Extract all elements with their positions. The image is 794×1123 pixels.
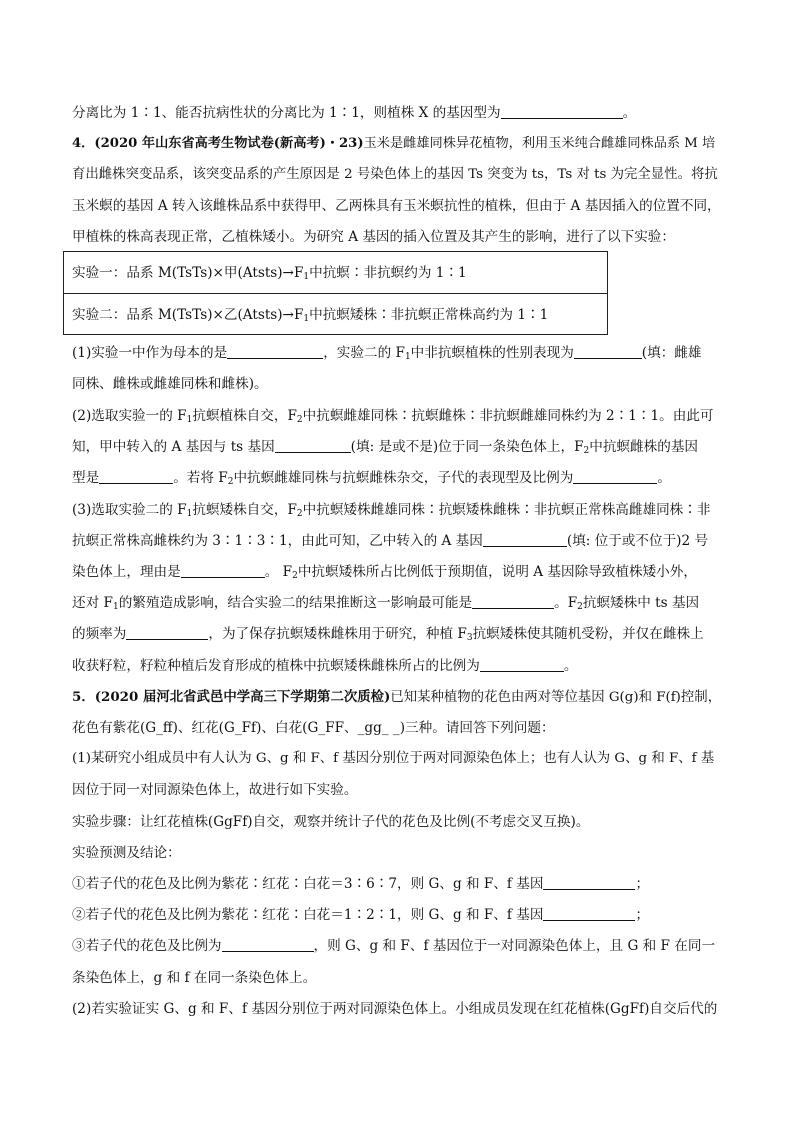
text-segment: (3)选取实验二的 F	[72, 502, 187, 518]
question-4-3-line-2	[72, 531, 708, 551]
question-4-3-line-5	[72, 624, 704, 648]
question-4-2-line-1	[72, 406, 714, 430]
text-segment: 抗螟植株自交，F	[192, 408, 297, 424]
text-segment: ；	[635, 876, 650, 892]
subscript: 3	[466, 633, 473, 643]
question-4-1-line-2	[72, 374, 268, 394]
answer-blank	[472, 594, 554, 609]
text-segment: 同株、雌株或雌雄同株和雌株)。	[72, 376, 268, 392]
question-5-line-8	[72, 905, 649, 925]
text-segment: 抗螟矮株使其随机受粉，并仅在雌株上	[472, 626, 704, 642]
text-line	[72, 196, 721, 216]
text-segment: 已知某种植物的花色由两对等位基因 G(g)和 F(f)控制，	[390, 690, 722, 705]
text-segment: (1)某研究小组成员中有人认为 G、g 和 F、f 基因分别位于两对同源染色体上；也有人认为 G、g 和 F、f 基	[72, 751, 715, 766]
text-segment: ，则 G、g 和 F、f 基因位于一对同源染色体上，且 G 和 F 在同一	[313, 938, 716, 954]
subscript: 1	[404, 352, 411, 362]
text-segment: ②若子代的花色及比例为紫花∶红花∶白花＝1∶2∶1，则 G、g 和 F、f 基因	[72, 907, 544, 923]
text-segment: 收获籽粒，籽粒种植后发育形成的植株中抗螟矮株雌株所占的比例为	[72, 658, 480, 674]
answer-blank	[480, 657, 564, 672]
text-segment: 实验一：品系 M(TsTs)×甲(Atsts)→F	[72, 265, 304, 281]
text-segment: 。F	[554, 595, 578, 611]
answer-blank	[501, 104, 623, 119]
text-segment: 因位于同一对同源染色体上，故进行如下实验。	[72, 782, 358, 798]
question-5-heading	[72, 687, 721, 708]
question-5-line-5	[72, 812, 589, 832]
text-segment: 中抗螟矮株所占比例低于预期值，说明 A 基因除导致植株矮小外，	[297, 564, 697, 580]
text-segment: 花色有紫花(G_ff)、红花(G_Ff)、白花(G_FF、_gg_ _)三种。请回答下列问题：	[72, 720, 555, 736]
text-segment: 抗螟矮株中 ts 基因	[582, 595, 700, 611]
subscript: 1	[112, 602, 119, 612]
text-segment: 分离比为 1∶1、能否抗病性状的分离比为 1∶1，则植株 X 的基因型为	[72, 105, 501, 121]
subscript: 1	[186, 415, 193, 425]
text-segment: 中抗螟雌株的基因	[589, 439, 699, 455]
text-segment: 中抗螟∶非抗螟约为 1∶1	[309, 265, 467, 281]
subscript: 1	[303, 314, 310, 324]
text-segment: (1)实验一中作为母本的是	[72, 345, 228, 361]
text-segment: 的频率为	[72, 626, 127, 642]
answer-blank	[99, 469, 173, 484]
question-4-3-line-6	[72, 656, 577, 676]
text-segment: 甲植株的株高表现正常，乙植株矮小。为研究 A 基因的插入位置及其产生的影响，进行了以下实验：	[72, 229, 675, 245]
question-source: 4．(2020 年山东省高考生物试卷(新高考)・23)	[72, 136, 364, 151]
question-5-line-3	[72, 749, 714, 769]
text-line	[72, 227, 675, 247]
question-4-3-line-4	[72, 593, 699, 617]
question-5-line-7	[72, 874, 649, 894]
answer-blank	[543, 875, 635, 890]
text-line	[72, 165, 718, 185]
text-segment: 抗螟正常株高雌株约为 3∶1∶3∶1，由此可知，乙中转入的 A 基因	[72, 533, 483, 549]
answer-blank	[275, 438, 351, 453]
text-segment: 育出雌株突变品系，该突变品系的产生原因是 2 号染色体上的基因 Ts 突变为 ts，Ts 对 ts 为完全显性。将抗	[72, 167, 718, 182]
experiment-row-2	[64, 294, 607, 336]
text-segment: (填: 是或不是)位于同一条染色体上，F	[350, 439, 584, 455]
text-line	[72, 103, 636, 123]
subscript: 2	[292, 571, 298, 581]
text-segment: 条染色体上，g 和 f 在同一条染色体上。	[72, 970, 317, 986]
text-segment: 。	[657, 470, 671, 486]
answer-blank	[222, 937, 314, 952]
question-5-line-10	[72, 968, 316, 988]
text-segment: ①若子代的花色及比例为紫花∶红花∶白花＝3∶6∶7，则 G、g 和 F、f 基因	[72, 876, 544, 892]
text-segment: 玉米螟的基因 A 转入该雌株品系中获得甲、乙两株具有玉米螟抗性的植株，但由于 A 基因插入的位置不同，	[72, 198, 721, 214]
text-segment: 实验预测及结论：	[72, 845, 181, 861]
subscript: 2	[583, 446, 590, 456]
question-5-line-2	[72, 718, 555, 738]
answer-blank	[483, 532, 567, 547]
text-segment: 中非抗螟植株的性别表现为	[410, 345, 574, 361]
text-segment: 。 F	[264, 564, 293, 580]
question-5-line-6	[72, 843, 181, 863]
subscript: 2	[296, 509, 303, 519]
text-segment: ，为了保存抗螟矮株雌株用于研究，种植 F	[208, 626, 467, 642]
experiment-row-1	[64, 252, 607, 294]
text-segment: 实验二：品系 M(TsTs)×乙(Atsts)→F	[72, 307, 304, 323]
text-segment: 染色体上，理由是	[72, 564, 181, 580]
text-segment: 型是	[72, 470, 100, 486]
text-segment: 中抗螟雌雄同株∶抗螟雌株∶非抗螟雌雄同株约为 2∶1∶1。由此可	[302, 408, 714, 424]
text-segment: 抗螟矮株自交，F	[192, 502, 297, 518]
text-segment: 玉米是雌雄同株异花植物，利用玉米纯合雌雄同株品系 M 培	[363, 136, 716, 151]
text-segment: 中抗螟矮株∶非抗螟正常株高约为 1∶1	[309, 307, 549, 323]
text-segment: ③若子代的花色及比例为	[72, 938, 222, 954]
question-4-3-line-1	[72, 500, 710, 524]
text-segment: (2)选取实验一的 F	[72, 408, 187, 424]
text-segment: (2)若实验证实 G、g 和 F、f 基因分别位于两对同源染色体上。小组成员发现在红花植株(GgFf)自交后代的	[72, 1001, 718, 1017]
text-segment: 的繁殖造成影响，结合实验二的结果推断这一影响最可能是	[118, 595, 473, 611]
answer-blank	[574, 344, 642, 359]
question-4-1-line-1	[72, 343, 701, 367]
text-segment: 知，甲中转入的 A 基因与 ts 基因	[72, 439, 275, 455]
subscript: 2	[296, 415, 303, 425]
answer-blank	[227, 344, 323, 359]
text-segment: ；	[635, 907, 650, 923]
text-segment: (填: 位于或不位于)2 号	[566, 533, 709, 549]
question-5-line-9	[72, 936, 715, 956]
question-source: 5．(2020 届河北省武邑中学高三下学期第二次质检)	[72, 689, 391, 705]
subscript: 2	[227, 477, 234, 487]
subscript: 1	[303, 272, 310, 282]
text-segment: 中抗螟矮株雌雄同株∶抗螟矮株雌株∶非抗螟正常株高雌雄同株∶非	[302, 502, 711, 518]
text-segment: (填：雌雄	[641, 345, 702, 361]
text-segment: 中抗螟雌雄同株与抗螟雌株杂交，子代的表现型及比例为	[233, 470, 574, 486]
question-4-heading	[72, 134, 715, 154]
subscript: 1	[186, 509, 193, 519]
text-segment: ，实验二的 F	[323, 345, 405, 361]
answer-blank	[181, 563, 265, 578]
question-5-line-4	[72, 780, 357, 800]
question-4-2-line-3	[72, 468, 671, 492]
answer-blank	[543, 906, 635, 921]
question-4-3-line-3	[72, 562, 697, 586]
question-5-line-11	[72, 999, 717, 1019]
subscript: 2	[577, 602, 583, 612]
experiment-table	[63, 251, 608, 335]
answer-blank	[126, 625, 208, 640]
text-segment: 还对 F	[72, 595, 113, 611]
text-segment: 实验步骤：让红花植株(GgFf)自交，观察并统计子代的花色及比例(不考虑交叉互换)。	[72, 814, 590, 830]
question-4-2-line-2	[72, 437, 698, 461]
text-segment: 。	[563, 658, 578, 674]
text-segment: 。	[622, 105, 637, 121]
answer-blank	[573, 469, 657, 484]
text-segment: 。若将 F	[173, 470, 228, 486]
